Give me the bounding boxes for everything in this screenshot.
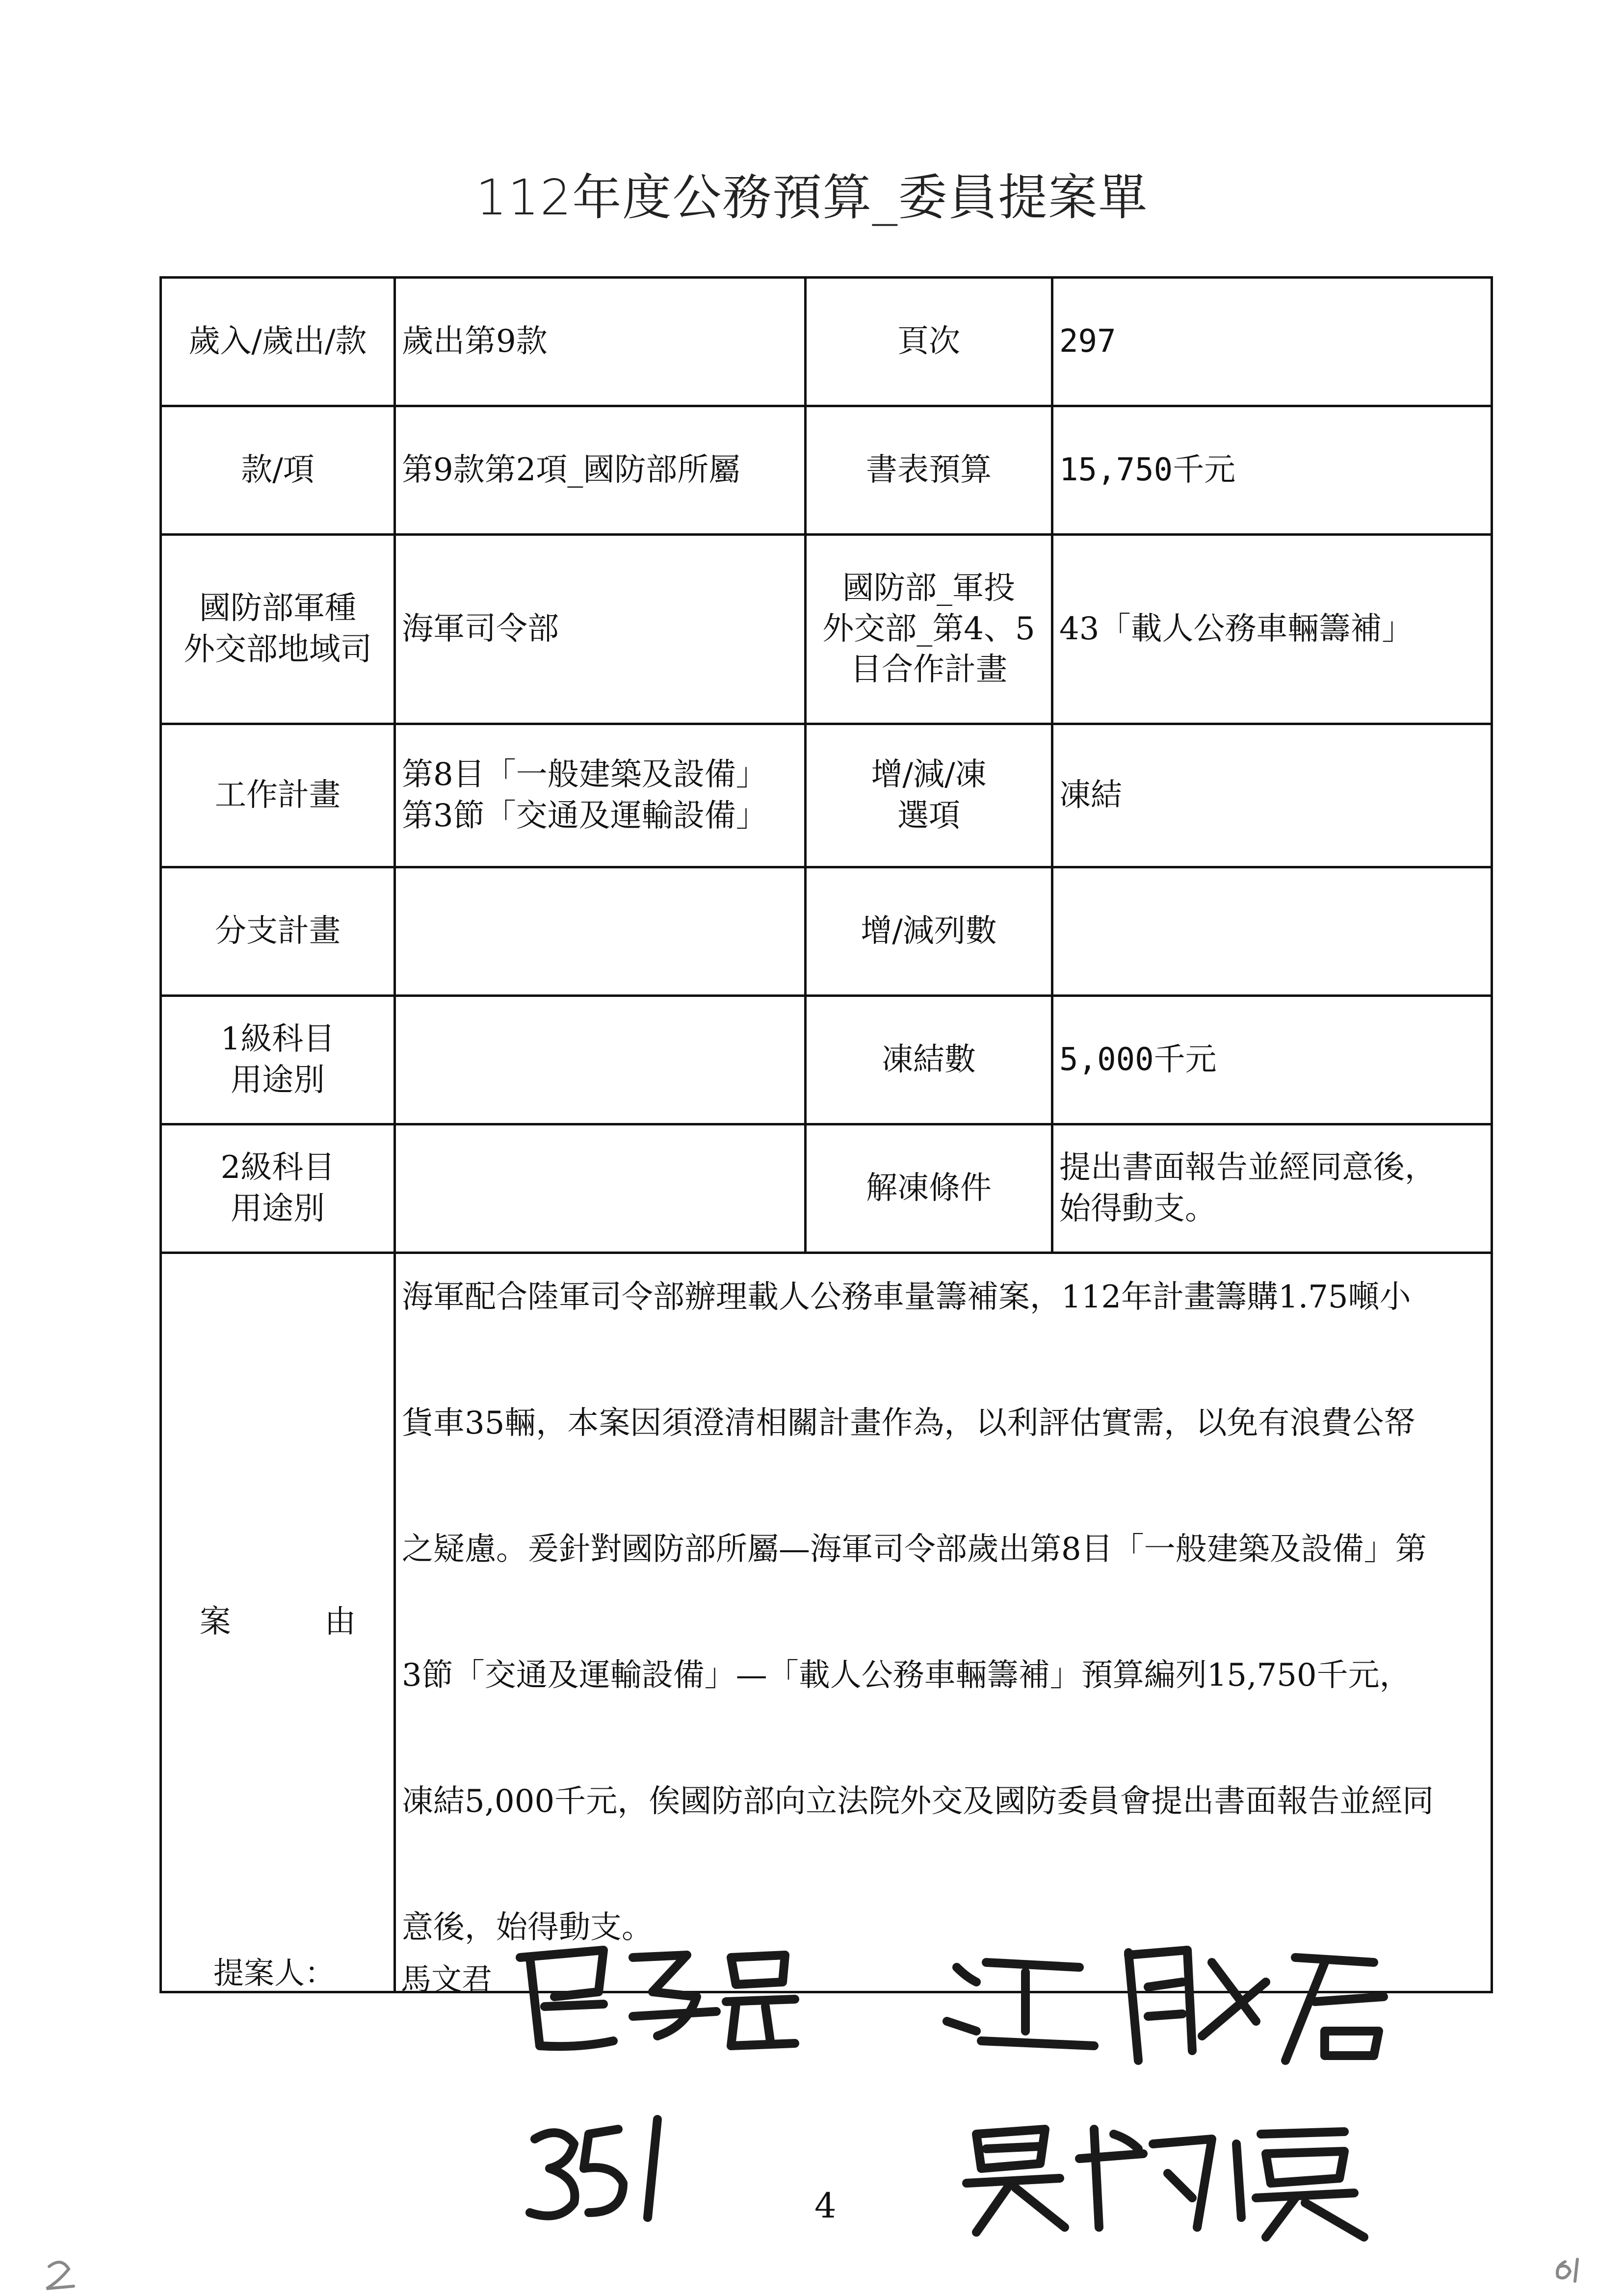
proposer-name: 馬文君	[401, 1961, 493, 1997]
row-value: 歲出第9款	[395, 278, 806, 406]
row-label	[161, 996, 395, 1124]
row-label: 款/項	[161, 406, 395, 535]
signature-3	[967, 2129, 1364, 2237]
reason-label-char: 由	[324, 1604, 356, 1641]
reason-label	[161, 1253, 395, 1992]
row-value	[395, 1124, 806, 1253]
row-label	[161, 535, 395, 724]
label-line: 選項	[897, 797, 960, 834]
label-line: 增/減/凍	[871, 757, 987, 793]
value-line: 第8目「一般建築及設備」	[402, 757, 767, 793]
value-line: 第3節「交通及運輸設備」	[402, 797, 767, 834]
page-number: 4	[814, 2186, 837, 2226]
row-value-2: 297	[1052, 278, 1492, 406]
table-row	[161, 1124, 1492, 1253]
row-label-2	[806, 724, 1052, 867]
label-line: 國防部軍種	[199, 590, 356, 627]
row-label: 歲入/歲出/款	[161, 278, 395, 406]
row-value-2: 5,000千元	[1052, 996, 1492, 1124]
handwritten-number	[530, 2119, 657, 2218]
reason-line: 意後，始得動支。	[402, 1909, 653, 1946]
row-label-2: 增/減列數	[806, 867, 1052, 996]
table-row	[161, 278, 1492, 406]
row-label-2	[806, 535, 1052, 724]
row-value	[395, 724, 806, 867]
table-row	[161, 996, 1492, 1124]
proposal-form-table	[159, 276, 1493, 1993]
row-value-2	[1052, 1124, 1492, 1253]
label-line: 用途別	[231, 1190, 325, 1227]
row-value-2: 凍結	[1052, 724, 1492, 867]
row-value	[395, 996, 806, 1124]
row-value-2	[1052, 867, 1492, 996]
value-line: 始得動支。	[1059, 1190, 1216, 1227]
table-row	[161, 867, 1492, 996]
reason-line: 之疑慮。爰針對國防部所屬—海軍司令部歲出第8目「一般建築及設備」第	[402, 1531, 1427, 1567]
label-line: 外交部_第4、5	[822, 610, 1035, 647]
row-value: 海軍司令部	[395, 535, 806, 724]
row-label-2: 解凍條件	[806, 1124, 1052, 1253]
label-line: 國防部_軍投	[842, 570, 1015, 606]
label-line: 外交部地域司	[183, 631, 372, 668]
row-value-2: 43「載人公務車輛籌補」	[1052, 535, 1492, 724]
row-value: 第9款第2項_國防部所屬	[395, 406, 806, 535]
form-title: 112年度公務預算_委員提案單	[475, 169, 1149, 226]
reason-line: 凍結5,000千元，俟國防部向立法院外交及國防委員會提出書面報告並經同	[402, 1783, 1434, 1820]
value-line: 提出書面報告並經同意後，	[1059, 1149, 1436, 1186]
label-line: 目合作計畫	[850, 652, 1007, 688]
corner-marks	[47, 2259, 1577, 2289]
row-label: 分支計畫	[161, 867, 395, 996]
label-line: 用途別	[231, 1062, 325, 1098]
reason-label-char: 案	[199, 1604, 231, 1641]
reason-line: 海軍配合陸軍司令部辦理載人公務車量籌補案，112年計畫籌購1.75噸小	[402, 1279, 1411, 1315]
reason-line: 3節「交通及運輸設備」—「載人公務車輛籌補」預算編列15,750千元，	[402, 1657, 1411, 1694]
proposer-label: 提案人：	[213, 1955, 336, 1991]
row-value	[395, 867, 806, 996]
reason-row	[161, 1253, 1492, 1992]
table-row	[161, 535, 1492, 724]
row-label-2: 頁次	[806, 278, 1052, 406]
reason-content	[395, 1253, 1492, 1992]
label-line: 2級科目	[220, 1149, 335, 1186]
row-label-2: 書表預算	[806, 406, 1052, 535]
row-value-2: 15,750千元	[1052, 406, 1492, 535]
row-label	[161, 1124, 395, 1253]
row-label-2: 凍結數	[806, 996, 1052, 1124]
reason-line: 貨車35輛，本案因須澄清相關計畫作為，以利評估實需，以免有浪費公帑	[402, 1405, 1415, 1441]
table-row	[161, 724, 1492, 867]
row-label: 工作計畫	[161, 724, 395, 867]
label-line: 1級科目	[220, 1021, 335, 1058]
table-row	[161, 406, 1492, 535]
